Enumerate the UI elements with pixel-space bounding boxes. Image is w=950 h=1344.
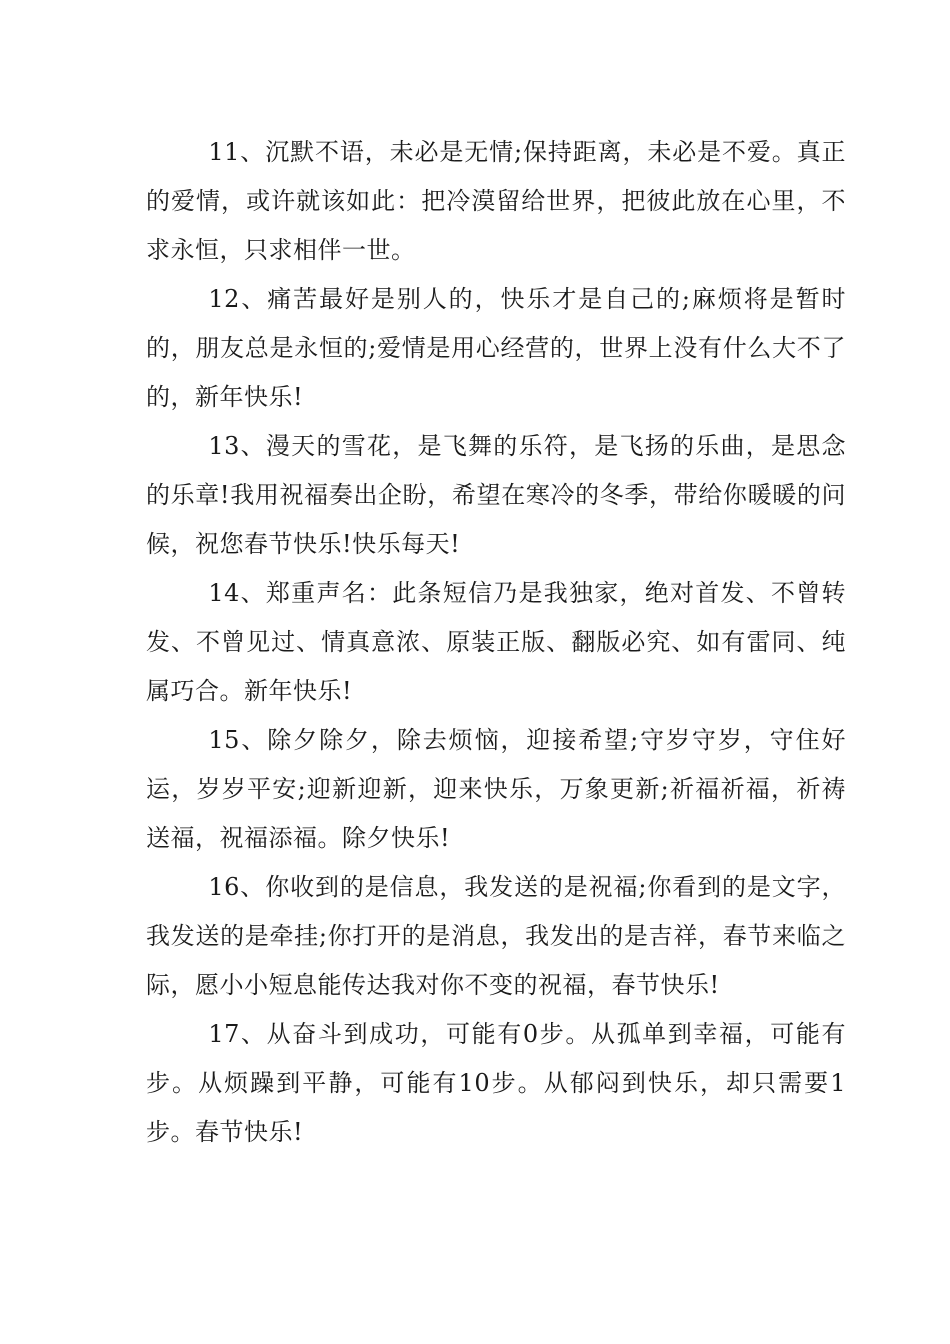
paragraph-15: 15、除夕除夕，除去烦恼，迎接希望;守岁守岁，守住好运，岁岁平安;迎新迎新，迎来快乐，万象更新;祈福祈福，祈祷送福，祝福添福。除夕快乐! (146, 726, 846, 852)
paragraph-12: 12、痛苦最好是别人的，快乐才是自己的;麻烦将是暂时的，朋友总是永恒的;爱情是用心经营的，世界上没有什么大不了的，新年快乐! (146, 285, 846, 411)
paragraph-11: 11、沉默不语，未必是无情;保持距离，未必是不爱。真正的爱情，或许就该如此：把冷漠留给世界，把彼此放在心里，不求永恒，只求相伴一世。 (146, 138, 846, 264)
paragraph-13: 13、漫天的雪花，是飞舞的乐符，是飞扬的乐曲，是思念的乐章!我用祝福奏出企盼，希望在寒冷的冬季，带给你暖暖的问候，祝您春节快乐!快乐每天! (146, 432, 846, 558)
paragraph-14: 14、郑重声名：此条短信乃是我独家，绝对首发、不曾转发、不曾见过、情真意浓、原装正版、翻版必究、如有雷同、纯属巧合。新年快乐! (146, 579, 846, 705)
paragraph-16: 16、你收到的是信息，我发送的是祝福;你看到的是文字，我发送的是牵挂;你打开的是消息，我发出的是吉祥，春节来临之际，愿小小短息能传达我对你不变的祝福，春节快乐! (146, 873, 846, 999)
paragraph-17: 17、从奋斗到成功，可能有0步。从孤单到幸福，可能有步。从烦躁到平静，可能有10步。从郁闷到快乐，却只需要1步。春节快乐! (146, 1020, 846, 1146)
document-body (146, 128, 846, 1157)
